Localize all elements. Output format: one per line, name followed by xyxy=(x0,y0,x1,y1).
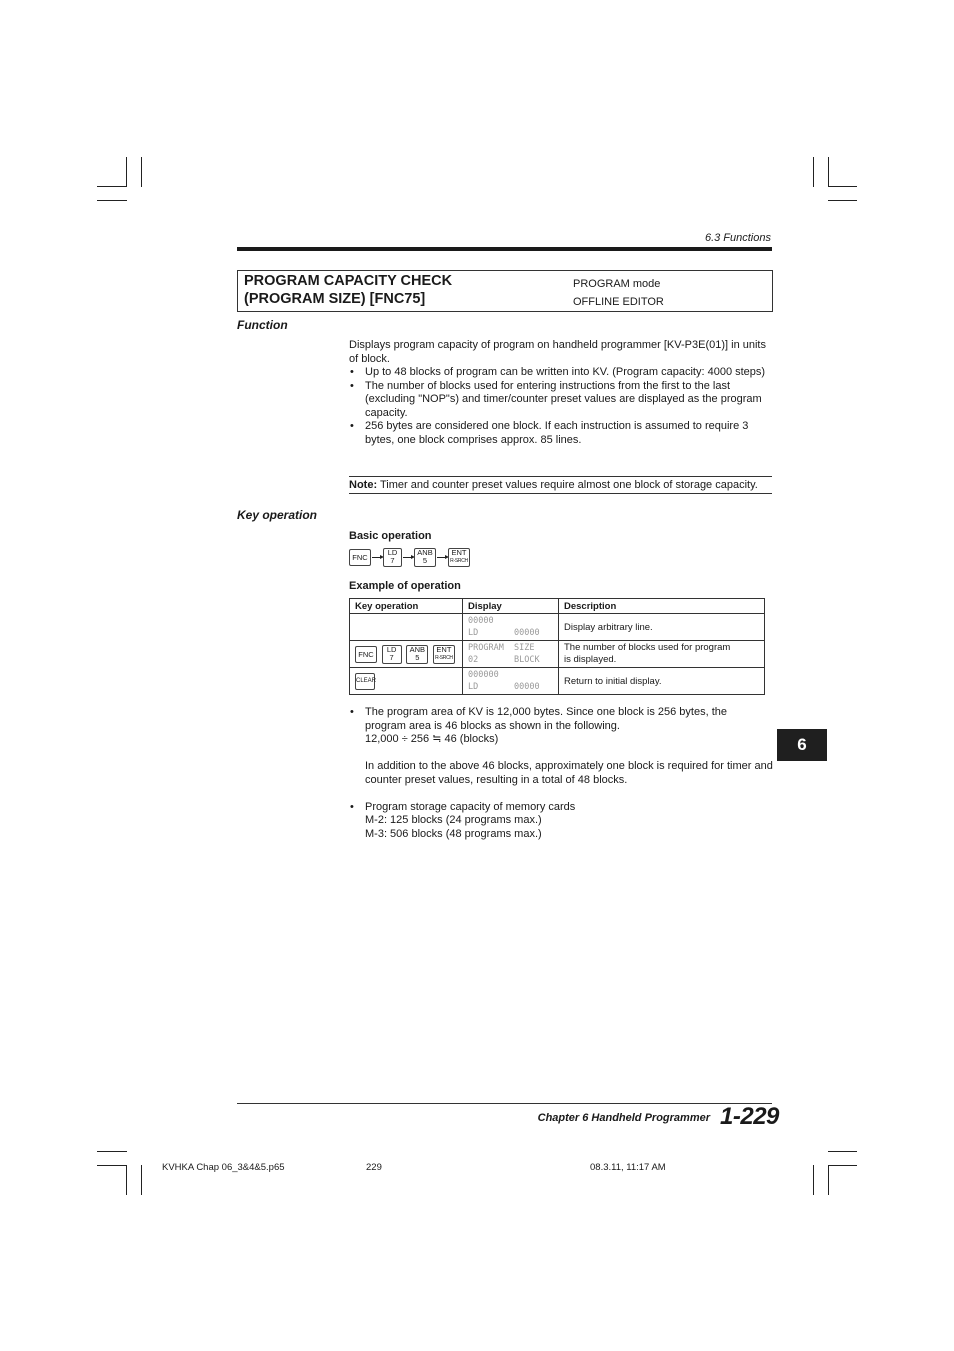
arrow-right-icon xyxy=(403,557,413,558)
table-row xyxy=(350,668,765,695)
list-item: • The program area of KV is 12,000 bytes. Since one block is 256 bytes, the program area is 46 blocks as shown in the following. 12,000 ÷ 256 ≒ 46 (blocks) In addition to the above 46 blocks, approximately one block is required for timer and counter preset values, resulting in a total of 48 blocks. xyxy=(349,706,773,801)
key-cell xyxy=(350,668,463,695)
list-item: • Program storage capacity of memory cards M-2: 125 blocks (24 programs max.) M-3: 506 blocks (48 programs max.) xyxy=(349,801,773,842)
fnc-key-icon: FNC xyxy=(355,646,377,663)
crop-mark xyxy=(97,186,127,187)
table-row xyxy=(350,641,765,668)
crop-mark xyxy=(141,1165,142,1195)
details-bullet-list xyxy=(349,706,773,841)
ld-key-icon: LD 7 xyxy=(382,645,402,664)
crop-mark xyxy=(97,1165,127,1166)
note-box xyxy=(349,476,772,494)
note-label: Note: xyxy=(349,479,378,491)
clear-key-icon: CLEAR xyxy=(355,673,375,690)
function-bullet-list xyxy=(349,366,773,447)
function-intro: Displays program capacity of program on handheld programmer [KV-P3E(01)] in units of block. xyxy=(349,339,766,365)
arrow-right-icon xyxy=(372,557,382,558)
slug-file: KVHKA Chap 06_3&4&5.p65 xyxy=(162,1162,285,1173)
arrow-right-icon xyxy=(437,557,447,558)
list-item: • The number of blocks used for entering instructions from the first to the last (excluding "NOP"s) and timer/counter preset values are displayed as the program capacity. xyxy=(349,380,773,421)
display-cell: 00000 LD 00000 xyxy=(463,614,559,641)
crop-mark xyxy=(828,157,829,187)
footer-rule xyxy=(237,1103,772,1104)
crop-mark xyxy=(828,1165,829,1195)
ld-key-icon: LD 7 xyxy=(383,548,402,567)
page-number: 1-229 xyxy=(720,1103,779,1130)
chapter-label: Chapter 6 Handheld Programmer xyxy=(537,1112,710,1124)
function-heading: Function xyxy=(237,318,288,332)
column-header: Description xyxy=(559,599,765,614)
description-cell: Return to initial display. xyxy=(559,668,765,695)
table-header-row xyxy=(350,599,765,614)
display-cell: PROGRAM SIZE 02 BLOCK xyxy=(463,641,559,668)
table-row xyxy=(350,614,765,641)
crop-mark xyxy=(141,157,142,187)
slug-date: 08.3.11, 11:17 AM xyxy=(590,1162,666,1173)
crop-mark xyxy=(828,1165,857,1166)
slug-page: 229 xyxy=(366,1162,382,1173)
key-cell xyxy=(350,614,463,641)
basic-operation-label: Basic operation xyxy=(349,530,432,542)
crop-mark xyxy=(97,200,127,201)
key-cell xyxy=(350,641,463,668)
fnc-key-icon: FNC xyxy=(349,549,371,566)
crop-mark xyxy=(813,157,814,187)
function-body xyxy=(349,339,773,447)
header-rule xyxy=(237,247,772,251)
key-operation-heading: Key operation xyxy=(237,508,318,522)
page-title: PROGRAM CAPACITY CHECK (PROGRAM SIZE) [FNC75] xyxy=(244,273,453,307)
crop-mark xyxy=(828,186,857,187)
anb-key-icon: ANB 5 xyxy=(414,548,436,567)
note-text: Timer and counter preset values require almost one block of storage capacity. xyxy=(377,479,758,491)
list-item: • Up to 48 blocks of program can be written into KV. (Program capacity: 4000 steps) xyxy=(349,366,773,380)
chapter-tab: 6 xyxy=(777,729,827,761)
crop-mark xyxy=(828,1151,857,1152)
example-table xyxy=(349,598,765,695)
running-header: 6.3 Functions xyxy=(704,232,771,244)
title-box xyxy=(237,270,773,312)
basic-key-sequence xyxy=(349,548,470,567)
list-item: • 256 bytes are considered one block. If each instruction is assumed to require 3 bytes, one block comprises approx. 85 lines. xyxy=(349,420,773,447)
example-operation-label: Example of operation xyxy=(349,580,461,592)
formula: 12,000 ÷ 256 ≒ 46 (blocks) xyxy=(365,733,499,745)
crop-mark xyxy=(126,1165,127,1195)
details-body xyxy=(349,706,773,841)
ent-key-icon: ENT R-SRCH xyxy=(433,645,455,664)
column-header: Key operation xyxy=(350,599,463,614)
anb-key-icon: ANB 5 xyxy=(406,645,428,664)
column-header: Display xyxy=(463,599,559,614)
ent-key-icon: ENT R-SRCH xyxy=(448,548,470,567)
crop-mark xyxy=(97,1151,127,1152)
crop-mark xyxy=(813,1165,814,1195)
description-cell: Display arbitrary line. xyxy=(559,614,765,641)
description-cell: The number of blocks used for program is displayed. xyxy=(559,641,765,668)
mode-labels: PROGRAM mode OFFLINE EDITOR xyxy=(573,278,664,308)
display-cell: 000000 LD 00000 xyxy=(463,668,559,695)
crop-mark xyxy=(126,157,127,187)
crop-mark xyxy=(828,200,857,201)
